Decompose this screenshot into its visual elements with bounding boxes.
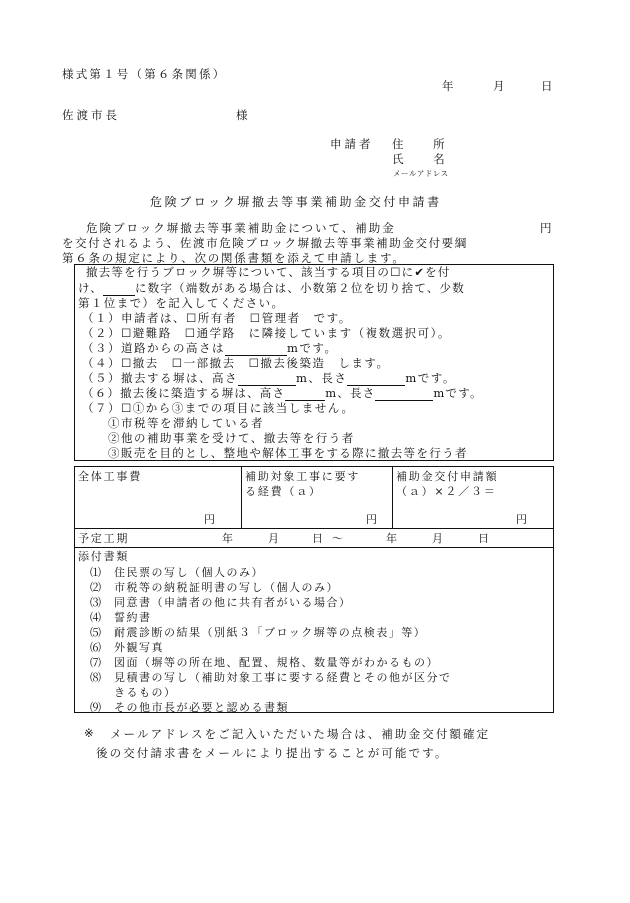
attachment-number: ⑶ xyxy=(90,596,103,609)
note-mark: ※ xyxy=(84,726,96,740)
attachment-item xyxy=(90,669,452,685)
schedule-end-day: 日 xyxy=(478,532,491,545)
request-amount-yen: 円 xyxy=(516,513,529,526)
exclusion-2: ②他の補助事業を受けて、撤去等を行う者 xyxy=(108,431,355,445)
checklist-head-2 xyxy=(78,281,465,296)
document-title: 危険ブロック塀撤去等事業補助金交付申請書 xyxy=(150,195,442,209)
cost-divider-2 xyxy=(392,466,393,529)
note-line-1: メールアドレスをご記入いただいた場合は、補助金交付額確定 xyxy=(110,727,491,741)
attachment-item xyxy=(90,684,177,700)
attachments-label: 添付書類 xyxy=(78,550,130,563)
attachment-item xyxy=(90,654,439,670)
date-day-label: 日 xyxy=(541,79,555,93)
item-6-label: （６）撤去後に築造する塀は、高さ xyxy=(82,386,286,400)
attachment-number: ⑹ xyxy=(90,641,103,654)
attachment-item xyxy=(90,609,152,625)
intro-yen: 円 xyxy=(540,221,554,235)
attachment-item xyxy=(90,594,352,610)
eligible-cost-label-2: る経費（ａ） xyxy=(245,485,322,498)
date-month-label: 月 xyxy=(493,79,507,93)
item-5-mid: m、長さ xyxy=(296,371,348,385)
attachment-text: 住民票の写し（個人のみ） xyxy=(114,566,264,579)
addressee-honorific: 様 xyxy=(236,108,250,122)
attachment-item xyxy=(90,699,289,715)
checklist-item-3 xyxy=(82,341,338,356)
attachment-text: その他市長が必要と認める書類 xyxy=(114,701,289,714)
item-5-label: （５）撤去する塀は、高さ xyxy=(82,371,238,385)
removal-height-field[interactable] xyxy=(238,373,296,386)
attachment-text: 同意書（申請者の他に共有者がいる場合） xyxy=(114,596,352,609)
applicant-email-label: メールアドレス xyxy=(393,169,449,178)
attachment-text: 市税等の納税証明書の写し（個人のみ） xyxy=(114,581,339,594)
attachment-number: ⑸ xyxy=(90,626,103,639)
checklist-item-4[interactable]: （４）☐撤去 ☐一部撤去 ☐撤去後築造 します。 xyxy=(82,356,390,370)
attachment-item xyxy=(90,639,164,655)
exclusion-1: ①市税等を滞納している者 xyxy=(108,416,264,430)
item-6-mid: m、長さ xyxy=(325,386,376,400)
addressee-name: 佐渡市長 xyxy=(62,108,120,122)
attachment-number: ⑼ xyxy=(90,701,103,714)
attachment-text: 図面（塀等の所在地、配置、規格、数量等がわかるもの） xyxy=(114,656,439,669)
attachment-number: ⑵ xyxy=(90,581,103,594)
checklist-head-2a: け、 xyxy=(78,281,103,295)
checklist-item-5 xyxy=(82,371,456,386)
attachment-text: 耐震診断の結果（別紙３「ブロック塀等の点検表」等） xyxy=(114,626,427,639)
attachment-item xyxy=(90,624,426,640)
checklist-item-6 xyxy=(82,386,483,401)
checklist-item-1[interactable]: （１）申請者は、☐所有者 ☐管理者 です。 xyxy=(82,311,352,325)
item-3-label: （３）道路からの高さは xyxy=(82,341,225,355)
schedule-label: 予定工期 xyxy=(78,532,130,545)
schedule-start-month: 月 xyxy=(268,532,281,545)
schedule-tilde: ～ xyxy=(332,532,345,545)
date-year-label: 年 xyxy=(442,79,456,93)
checklist-head-2b: に数字（端数がある場合は、小数第２位を切り捨て、少数 xyxy=(134,281,465,295)
exclusion-3: ③販売を目的とし、整地や解体工事をする際に撤去等を行う者 xyxy=(108,446,468,460)
attachment-item xyxy=(90,564,264,580)
road-height-field[interactable] xyxy=(225,343,287,356)
attachment-text: 外観写真 xyxy=(114,641,164,654)
attachment-number: ⑷ xyxy=(90,611,103,624)
total-cost-label: 全体工事費 xyxy=(78,470,142,483)
attachment-number: ⑺ xyxy=(90,656,103,669)
cost-divider-1 xyxy=(241,466,242,529)
schedule-end-month: 月 xyxy=(432,532,445,545)
item-5-unit: mです。 xyxy=(405,371,456,385)
rebuild-height-field[interactable] xyxy=(285,388,325,401)
total-cost-yen: 円 xyxy=(204,513,217,526)
schedule-start-year: 年 xyxy=(222,532,235,545)
intro-line-1: 危険ブロック塀撤去等事業補助金について、補助金 xyxy=(86,221,396,235)
item-3-unit: mです。 xyxy=(287,341,338,355)
eligible-cost-label-1: 補助対象工事に要す xyxy=(245,470,361,483)
blank-field-sample xyxy=(103,283,135,296)
attachment-text: きるもの） xyxy=(114,686,177,699)
applicant-label: 申請者 xyxy=(330,137,374,151)
schedule-start-day: 日 xyxy=(312,532,325,545)
request-amount-label-2: （ａ）×２／３＝ xyxy=(396,485,497,498)
attachment-text: 見積書の写し（補助対象工事に要する経費とその他が区分で xyxy=(114,671,452,684)
attachment-item xyxy=(90,579,339,595)
removal-length-field[interactable] xyxy=(347,373,405,386)
checklist-item-2[interactable]: （２）☐避難路 ☐通学路 に隣接しています（複数選択可）。 xyxy=(82,326,451,340)
rebuild-length-field[interactable] xyxy=(375,388,433,401)
form-number: 様式第１号（第６条関係） xyxy=(62,67,227,81)
item-6-unit: mです。 xyxy=(433,386,483,400)
attachment-number: ⑻ xyxy=(90,671,103,684)
checklist-head-3: 第１位まで）を記入してください。 xyxy=(78,296,285,310)
intro-line-3: 第６条の規定により、次の関係書類を添えて申請します。 xyxy=(62,251,406,265)
attachment-number: ⑴ xyxy=(90,566,103,579)
applicant-name-label: 氏 名 xyxy=(392,152,447,166)
note-line-2: 後の交付請求書をメールにより提出することが可能です。 xyxy=(96,746,449,760)
request-amount-label-1: 補助金交付申請額 xyxy=(396,470,499,483)
eligible-cost-yen: 円 xyxy=(366,513,379,526)
intro-line-2: を交付されるよう、佐渡市危険ブロック塀撤去等事業補助金交付要綱 xyxy=(62,236,468,250)
checklist-item-7[interactable]: （７）☐①から③までの項目に該当しません。 xyxy=(82,401,355,415)
schedule-end-year: 年 xyxy=(386,532,399,545)
applicant-address-label: 住 所 xyxy=(392,137,447,151)
attachment-text: 誓約書 xyxy=(114,611,152,624)
checklist-head-1: 撤去等を行うブロック塀等について、該当する項目の☐に✔を付 xyxy=(86,265,451,279)
